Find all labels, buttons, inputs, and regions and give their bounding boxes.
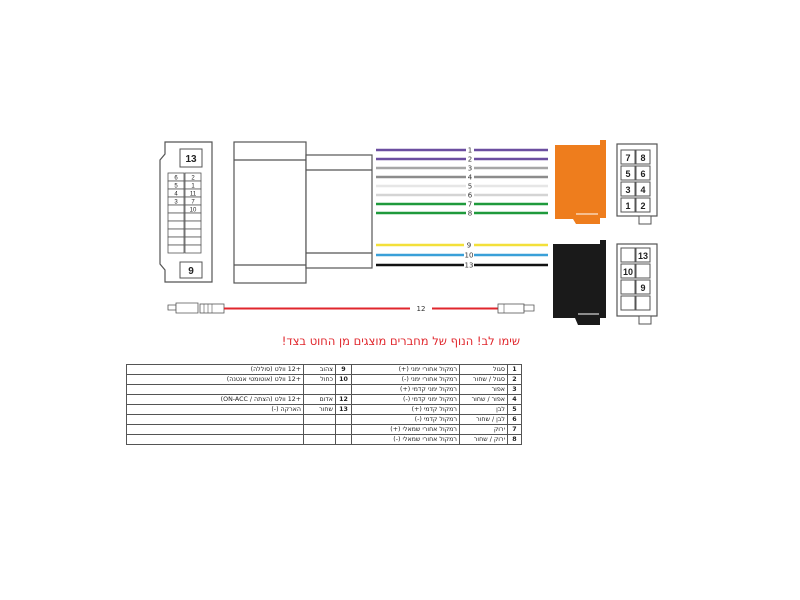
wire-label-5: 5 [467,182,473,191]
pin-number-cell: 8 [508,435,522,445]
table-row [127,365,522,375]
wire-label-1: 1 [467,146,473,155]
function-cell [127,435,304,445]
pin-label-3: 3 [625,185,631,195]
pin-number-cell: 4 [508,395,522,405]
orange-connector [555,140,606,224]
pin-number-cell: 3 [508,385,522,395]
table-row [127,375,522,385]
table-row [127,405,522,415]
pin-number-cell: 2 [508,375,522,385]
pin-label: 2 [191,175,195,182]
pin-label-10: 10 [622,267,634,277]
table-row [127,435,522,445]
function-cell: רמקול אחורי שמאלי (+) [352,425,460,435]
pin-label-6: 6 [640,169,646,179]
pin-label-4: 4 [640,185,646,195]
function-cell [127,415,304,425]
wire-label-9: 9 [466,241,472,250]
function-cell: רמקול ימני קדמי (-) [352,395,460,405]
pin-label-2: 2 [640,201,646,211]
pin-label-7: 7 [625,153,631,163]
wire-labels-lower [465,242,474,270]
wire-color-cell [304,435,336,445]
wire-label-2: 2 [467,155,473,164]
table-row [127,395,522,405]
wire-color-cell [304,385,336,395]
right-upper-connector [617,144,657,224]
wire-color-cell [304,415,336,425]
wire-label-7: 7 [467,200,473,209]
wire-label-3: 3 [467,164,473,173]
wire-color-cell: אפור / שחור [460,395,508,405]
wires-lower [376,245,548,265]
function-cell: +12 וולט (הצתה / ON-ACC) [127,395,304,405]
pin-number-cell [336,385,352,395]
wire-label-4: 4 [467,173,473,182]
pin-number-cell: 7 [508,425,522,435]
pin-label-9: 9 [640,283,646,293]
wire-color-cell: לבן / שחור [460,415,508,425]
pin-number-cell: 13 [336,405,352,415]
wire-color-cell [304,425,336,435]
wire-label-8: 8 [467,209,473,218]
wire-color-cell: כחול [304,375,336,385]
function-cell: הארקה (-) [127,405,304,415]
black-connector [553,240,606,325]
red-wire-12 [168,303,534,313]
wire-label-12: 12 [416,305,426,313]
wire-color-cell: סגול / שחור [460,375,508,385]
wire-labels-upper [468,147,473,218]
pin-label: 11 [189,191,197,198]
wire-color-cell: אפור [460,385,508,395]
pin-number-cell: 9 [336,365,352,375]
wire-color-cell: צהוב [304,365,336,375]
pin-label: 10 [189,207,197,214]
wires-upper [376,150,548,213]
pin-label-13: 13 [637,251,649,261]
wire-color-cell: ירוק [460,425,508,435]
function-cell: רמקול אחורי ימני (-) [352,375,460,385]
function-cell [127,385,304,395]
function-cell: +12 וולט (סוללה) [127,365,304,375]
function-cell: +12 וולט (אוטומטי אנטנה) [127,375,304,385]
pin-number-cell [336,415,352,425]
wire-color-cell: אדום [304,395,336,405]
pin-table [126,364,522,445]
pin-number-cell: 10 [336,375,352,385]
pin-table-body [127,365,522,445]
pin-number-cell: 6 [508,415,522,425]
table-row [127,415,522,425]
wire-label-10: 10 [464,251,474,260]
pin-label-8: 8 [640,153,646,163]
warning-text: שימו לב! הנוף של מחברים מוצגים מן החוט בצד! [281,334,520,348]
pin-number-cell [336,425,352,435]
wire-color-cell: שחור [304,405,336,415]
pin-label-9: 9 [188,266,194,277]
table-row [127,425,522,435]
function-cell: רמקול ימני קדמי (+) [352,385,460,395]
adapter-body [234,142,372,283]
wire-label-6: 6 [467,191,473,200]
right-lower-connector [617,244,657,324]
wire-color-cell: סגול [460,365,508,375]
pin-label-13: 13 [185,154,197,165]
function-cell: רמקול קדמי (+) [352,405,460,415]
pin-label-1: 1 [625,201,631,211]
function-cell: רמקול אחורי ימני (+) [352,365,460,375]
pin-label: 4 [174,191,178,198]
table-row [127,385,522,395]
pin-label: 7 [191,199,195,206]
pin-number-cell [336,435,352,445]
pin-label: 5 [174,183,178,190]
function-cell [127,425,304,435]
pin-number-cell: 5 [508,405,522,415]
pin-label: 6 [174,175,178,182]
pin-number-cell: 1 [508,365,522,375]
wire-color-cell: לבן [460,405,508,415]
wire-color-cell: ירוק / שחור [460,435,508,445]
pin-label: 3 [174,199,178,206]
wire-label-13: 13 [464,261,474,270]
pin-label-5: 5 [625,169,631,179]
pin-label: 1 [191,183,195,190]
left-connector [160,142,212,282]
pin-number-cell: 12 [336,395,352,405]
function-cell: רמקול קדמי (-) [352,415,460,425]
function-cell: רמקול אחורי שמאלי (-) [352,435,460,445]
